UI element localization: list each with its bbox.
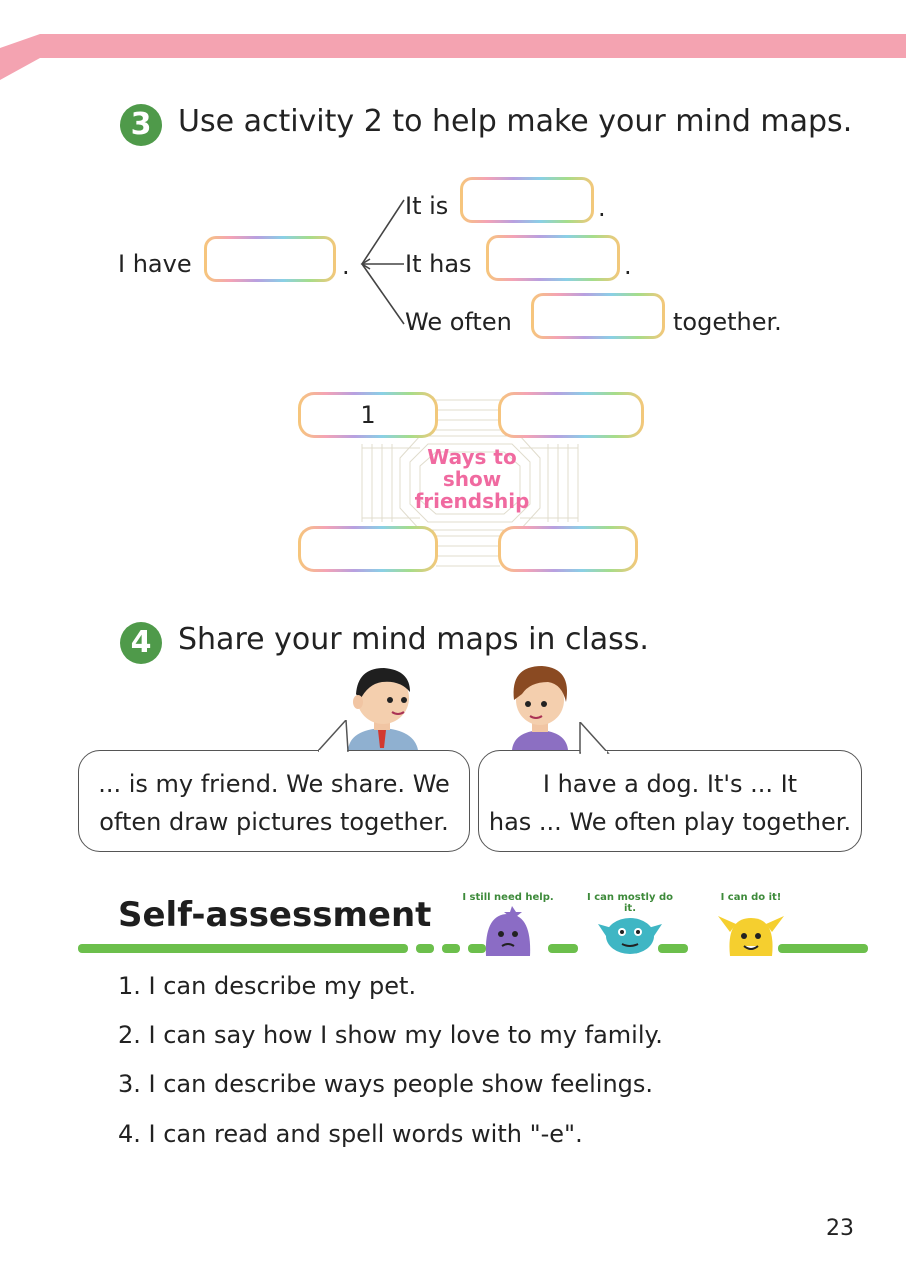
level-label: I still need help. (462, 892, 554, 903)
level-label: I can mostly do it. (587, 892, 673, 914)
bubble-tail-right (578, 722, 618, 754)
i-have-label: I have (118, 250, 192, 278)
period: . (624, 252, 632, 280)
branch-arrow-icon (356, 186, 410, 326)
yellow-monster-icon (718, 906, 784, 956)
pet-blank[interactable] (204, 236, 336, 282)
center-label-line: friendship (414, 489, 530, 513)
self-assessment-item: 4. I can read and spell words with "-e". (118, 1120, 583, 1148)
bubble-text-line: I have a dog. It's ... It (542, 770, 798, 798)
self-assessment-item: 1. I can describe my pet. (118, 972, 417, 1000)
self-assessment-title: Self-assessment (118, 895, 432, 935)
center-label-line: show (442, 467, 502, 491)
bubble-text-line: often draw pictures together. (99, 808, 449, 836)
self-assessment-item: 2. I can say how I show my love to my family. (118, 1021, 663, 1049)
we-often-label: We often (405, 308, 512, 336)
period: . (342, 252, 350, 280)
bubble-text-line: has ... We often play together. (488, 808, 852, 836)
self-assessment-item: 3. I can describe ways people show feelings. (118, 1070, 654, 1098)
page-number: 23 (826, 1216, 854, 1241)
we-often-blank[interactable] (531, 293, 665, 339)
top-banner (0, 34, 906, 80)
speech-bubble-left (78, 750, 470, 852)
it-is-label: It is (405, 192, 449, 220)
activity-4-instruction: Share your mind maps in class. (178, 622, 649, 657)
together-label: together. (673, 308, 782, 336)
mind-map-center-label (404, 446, 540, 512)
activity-4-number: 4 (120, 622, 162, 664)
it-has-blank[interactable] (486, 235, 620, 281)
it-has-label: It has (405, 250, 472, 278)
bubble-text-line: ... is my friend. We share. We (98, 770, 450, 798)
level-mostly-do-it[interactable] (582, 892, 678, 956)
mind-map-box-4[interactable] (498, 526, 638, 572)
purple-monster-icon (480, 904, 536, 956)
child-illustration (500, 660, 580, 750)
level-label: I can do it! (720, 892, 782, 903)
level-can-do-it[interactable] (708, 892, 794, 956)
speech-bubble-right (478, 750, 862, 852)
period: . (598, 194, 606, 222)
activity-3-number: 3 (120, 104, 162, 146)
mind-map-box-3[interactable] (298, 526, 438, 572)
level-still-need-help[interactable] (462, 892, 554, 956)
it-is-blank[interactable] (460, 177, 594, 223)
activity-3-instruction: Use activity 2 to help make your mind maps. (178, 104, 853, 139)
mind-map-box-1[interactable]: 1 (298, 392, 438, 438)
mind-map-box-2[interactable] (498, 392, 644, 438)
bubble-tail-left (318, 720, 358, 752)
center-label-line: Ways to (427, 445, 517, 469)
teal-monster-icon (598, 906, 662, 956)
